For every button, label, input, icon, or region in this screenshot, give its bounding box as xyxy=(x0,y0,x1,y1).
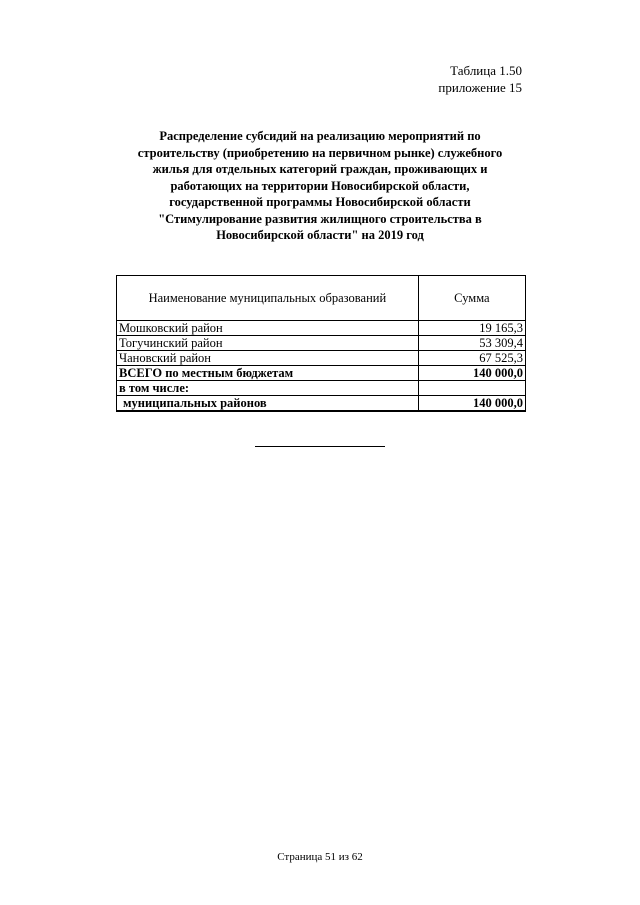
table-number: Таблица 1.50 xyxy=(450,63,522,78)
row-name: муниципальных районов xyxy=(117,396,419,412)
table-row xyxy=(117,351,526,366)
title-line: жилья для отдельных категорий граждан, проживающих и xyxy=(152,162,488,176)
table-row xyxy=(117,381,526,396)
title-line: работающих на территории Новосибирской области, xyxy=(170,178,470,193)
column-header-name: Наименование муниципальных образований xyxy=(117,276,419,321)
table-header-row xyxy=(117,276,526,321)
title-line: "Стимулирование развития жилищного строительства в xyxy=(158,211,482,226)
row-sum: 53 309,4 xyxy=(418,336,525,351)
row-sum xyxy=(418,381,525,396)
divider-line xyxy=(255,446,385,447)
document-title xyxy=(115,128,525,244)
table-subtotal-row xyxy=(117,396,526,412)
row-name: Мошковский район xyxy=(117,321,419,336)
column-header-sum: Сумма xyxy=(418,276,525,321)
row-name: в том числе: xyxy=(117,381,419,396)
title-line: строительству (приобретению на первичном рынке) служебного xyxy=(137,145,503,160)
appendix-label: приложение 15 xyxy=(438,80,522,95)
table-row xyxy=(117,336,526,351)
row-sum: 140 000,0 xyxy=(418,396,525,412)
row-name: ВСЕГО по местным бюджетам xyxy=(117,366,419,381)
title-line: Распределение субсидий на реализацию мероприятий по xyxy=(159,129,481,143)
page-footer: Страница 51 из 62 xyxy=(277,851,363,863)
title-line: государственной программы Новосибирской области xyxy=(169,195,471,209)
subsidy-table xyxy=(116,275,526,412)
row-name: Тогучинский район xyxy=(117,336,419,351)
row-sum: 140 000,0 xyxy=(418,366,525,381)
row-sum: 67 525,3 xyxy=(418,351,525,366)
table-reference xyxy=(438,62,522,96)
table-row xyxy=(117,321,526,336)
table-total-row xyxy=(117,366,526,381)
row-name: Чановский район xyxy=(117,351,419,366)
title-line: Новосибирской области" на 2019 год xyxy=(216,228,424,242)
row-sum: 19 165,3 xyxy=(418,321,525,336)
